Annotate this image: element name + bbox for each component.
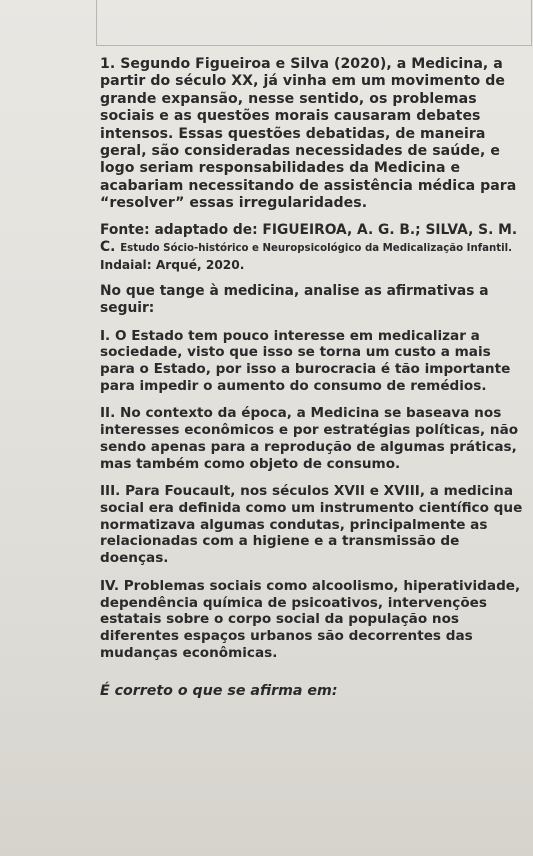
source-title: Estudo Sócio-histórico e Neuropsicológico da Medicalização Infantil. xyxy=(120,242,512,254)
previous-question-box xyxy=(96,0,532,46)
statement-i: I. O Estado tem pouco interesse em medicalizar a sociedade, visto que isso se torna um custo a mais para o Estado, por isso a burocracia é tão importante para impedir o aumento do consumo de remédios. xyxy=(100,327,511,394)
statement-iii: III. Para Foucault, nos séculos XVII e XVIII, a medicina social era definida como um instrumento científico que normatizava algumas condutas, principalmente as relacionadas com a higiene e a transmissão de doenças. xyxy=(100,483,523,567)
question-stem: No que tange à medicina, analise as afirmativas a seguir: xyxy=(100,282,489,316)
question-block xyxy=(100,56,528,700)
statement-ii: II. No contexto da época, a Medicina se baseava nos interesses econômicos e por estratégias políticas, não sendo apenas para a reprodução de algumas práticas, mas também como objeto de consumo. xyxy=(100,405,519,472)
statement-iv: IV. Problemas sociais como alcoolismo, hiperatividade, dependência química de psicoativos, intervenções estatais sobre o corpo social da população nos diferentes espaços urbanos são decorrentes das mudanças econômicas. xyxy=(100,577,521,661)
question-text: 1. Segundo Figueiroa e Silva (2020), a Medicina, a partir do século XX, já vinha em um movimento de grande expansão, nesse sentido, os problemas sociais e as questões morais causaram debates intensos. Essas questões debatidas, de maneira geral, são consideradas necessidades de saúde, e logo seriam responsabilidades da Medicina e acabariam necessitando de assistência médica para “resolver” essas irregularidades. xyxy=(100,56,517,212)
question-prompt: É correto o que se afirma em: xyxy=(100,683,338,700)
source-citation xyxy=(100,222,528,274)
source-publisher: Indaial: Arqué, 2020. xyxy=(100,257,245,272)
source-authors: Fonte: adaptado de: FIGUEIROA, A. G. B.; SILVA, S. M. C. xyxy=(100,221,518,255)
